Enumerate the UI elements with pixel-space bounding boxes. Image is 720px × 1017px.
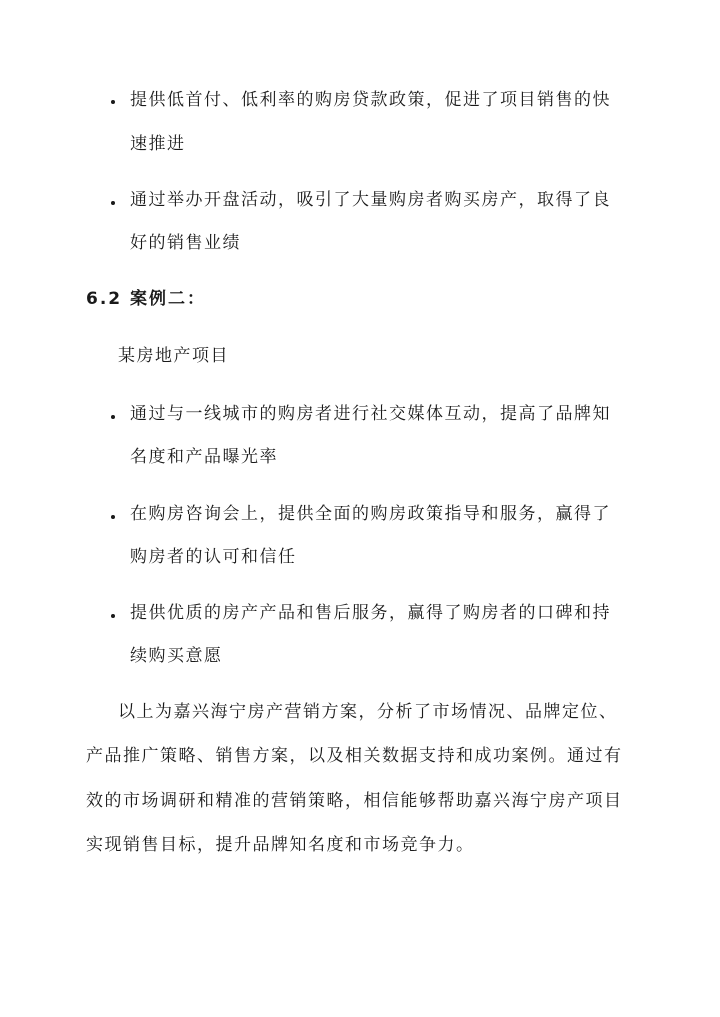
conclusion-line: 以上为嘉兴海宁房产营销方案，分析了市场情况、品牌定位、: [118, 702, 618, 722]
conclusion-line: 产品推广策略、销售方案，以及相关数据支持和成功案例。通过有: [86, 746, 623, 766]
bullet-text-line: 通过举办开盘活动，吸引了大量购房者购买房产，取得了良: [130, 190, 611, 210]
bullet-marker: [111, 415, 115, 419]
bullet-marker: [111, 515, 115, 519]
bullet-text-line: 续购买意愿: [130, 646, 223, 666]
bullet-text-line: 名度和产品曝光率: [130, 447, 278, 467]
section-subtitle: 某房地产项目: [118, 346, 229, 366]
section-heading: 6.2 案例二：: [86, 289, 207, 309]
conclusion-line: 效的市场调研和精准的营销策略，相信能够帮助嘉兴海宁房产项目: [86, 791, 623, 811]
conclusion-line: 实现销售目标，提升品牌知名度和市场竞争力。: [86, 835, 475, 855]
bullet-text-line: 通过与一线城市的购房者进行社交媒体互动，提高了品牌知: [130, 404, 611, 424]
bullet-text-line: 提供低首付、低利率的购房贷款政策，促进了项目销售的快: [130, 90, 611, 110]
bullet-marker: [111, 614, 115, 618]
bullet-marker: [111, 100, 115, 104]
bullet-text-line: 在购房咨询会上，提供全面的购房政策指导和服务，赢得了: [130, 504, 611, 524]
bullet-text-line: 速推进: [130, 134, 186, 154]
bullet-text-line: 提供优质的房产产品和售后服务，赢得了购房者的口碑和持: [130, 603, 611, 623]
bullet-text-line: 购房者的认可和信任: [130, 547, 297, 567]
bullet-text-line: 好的销售业绩: [130, 233, 241, 253]
bullet-marker: [111, 201, 115, 205]
